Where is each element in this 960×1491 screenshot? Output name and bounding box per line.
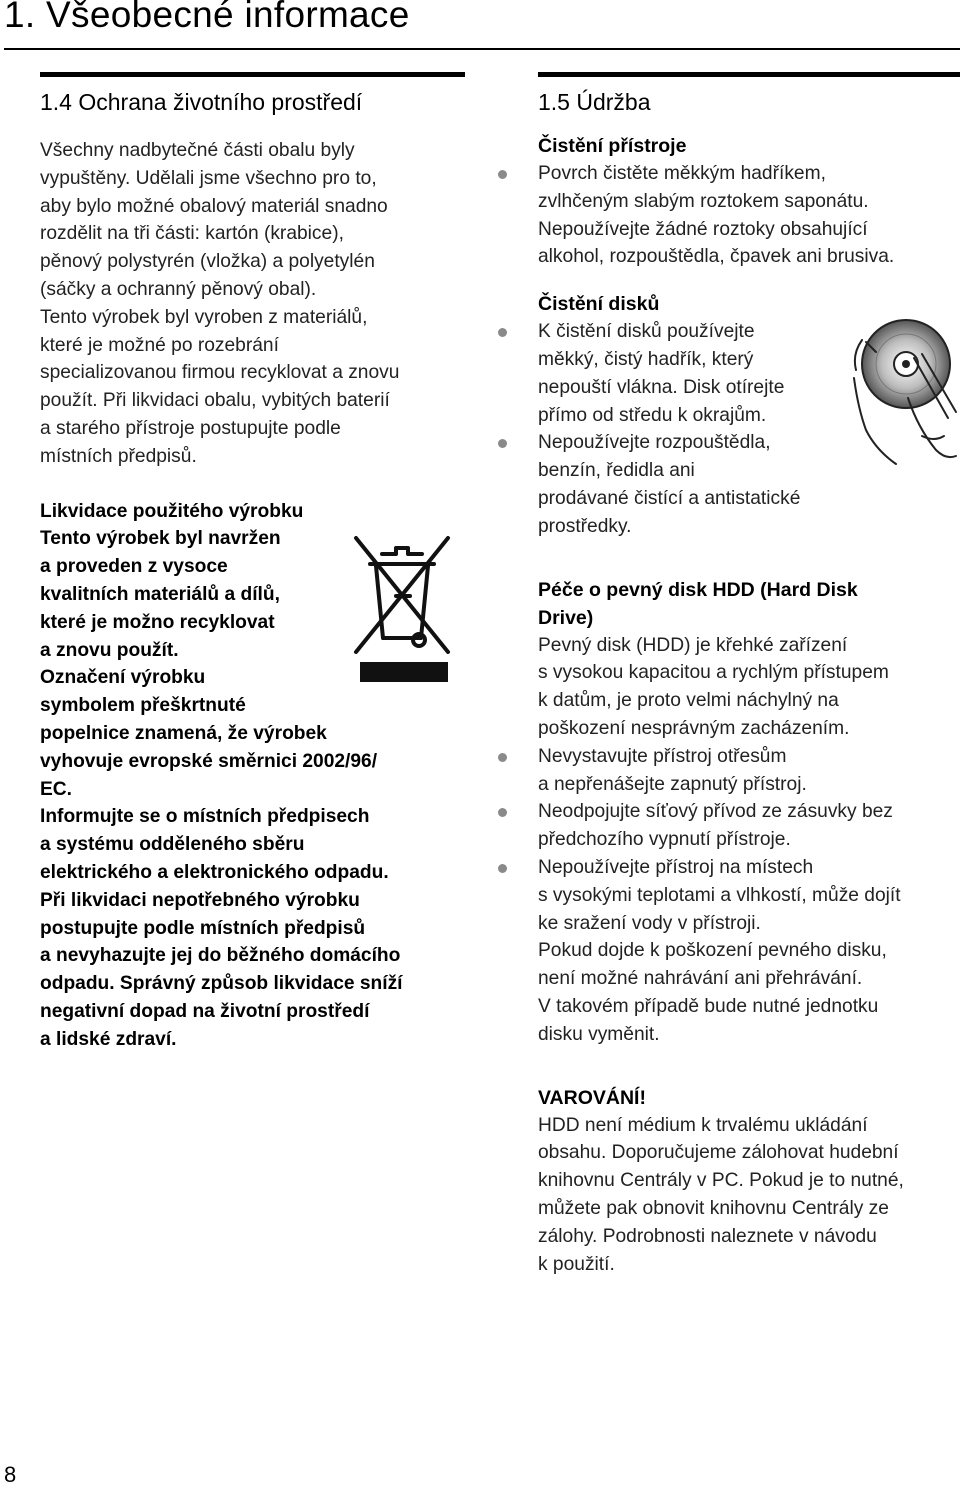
disc-cleaning-illustration [852, 318, 960, 468]
text-line: a lidské zdraví. [40, 1028, 177, 1050]
text-line: negativní dopad na životní prostředí [40, 1000, 370, 1022]
bullet-item [538, 743, 960, 799]
text-line: a systému odděleného sběru [40, 834, 305, 856]
text-line: s vysokou kapacitou a rychlým přístupem [538, 662, 889, 684]
hdd-intro [538, 632, 960, 743]
text-line: kvalitních materiálů a dílů, [40, 583, 280, 605]
text-line: Nepoužívejte rozpouštědla, [538, 432, 771, 454]
text-line: Pokud dojde k poškození pevného disku, [538, 940, 887, 962]
text-line: vypuštěny. Udělali jsme všechno pro to, [40, 167, 377, 189]
text-line: ke sražení vody v přístroji. [538, 912, 761, 934]
cleaning-device-heading: Čistění přístroje [538, 135, 687, 157]
disposal-paragraph [40, 498, 465, 1054]
text-line: odpadu. Správný způsob likvidace sníží [40, 973, 403, 995]
cleaning-discs-heading: Čistění disků [538, 293, 660, 316]
text-line: a proveden z vysoce [40, 556, 228, 578]
text-line: vyhovuje evropské směrnici 2002/96/ [40, 750, 378, 772]
text-line: symbolem přeškrtnuté [40, 695, 246, 717]
bullet-item [538, 854, 960, 1049]
section-rule [538, 72, 960, 77]
text-line: alkohol, rozpouštědla, čpavek ani brusiva. [538, 246, 895, 268]
disposal-heading: Likvidace použitého výrobku [40, 500, 304, 522]
text-line: Označení výrobku [40, 667, 206, 689]
text-line: postupujte podle místních předpisů [40, 917, 366, 939]
warning-heading: VAROVÁNÍ! [538, 1086, 646, 1109]
text-line: poškození nesprávným zacházením. [538, 717, 850, 739]
text-line: obsahu. Doporučujeme zálohovat hudební [538, 1142, 899, 1164]
text-line: aby bylo možné obalový materiál snadno [40, 195, 388, 217]
section-title-maintenance: 1.5 Údržba [538, 89, 651, 115]
text-line: EC. [40, 778, 72, 800]
text-line: zálohy. Podrobnosti naleznete v návodu [538, 1225, 877, 1247]
heading-line: Drive) [538, 606, 594, 629]
left-column [40, 72, 465, 1054]
text-line: předchozího vypnutí přístroje. [538, 829, 791, 851]
text-line: a nepřenášejte zapnutý přístroj. [538, 773, 807, 795]
text-line: Tento výrobek byl navržen [40, 528, 281, 550]
text-line: elektrického a elektronického odpadu. [40, 861, 389, 883]
text-line: prostředky. [538, 515, 632, 537]
text-line: k datům, je proto velmi náchylný na [538, 690, 839, 712]
text-line: rozdělit na tři části: kartón (krabice), [40, 223, 344, 245]
text-line: (sáčky a ochranný pěnový obal). [40, 278, 317, 300]
text-line: Při likvidaci nepotřebného výrobku [40, 889, 360, 911]
hdd-care-heading [538, 576, 960, 632]
text-line: s vysokými teplotami a vlhkostí, může dojít [538, 884, 901, 906]
text-line: Nepoužívejte přístroj na místech [538, 856, 814, 878]
text-line: místních předpisů. [40, 445, 197, 467]
text-line: které je možno recyklovat [40, 611, 275, 633]
text-line: k použití. [538, 1253, 615, 1275]
page-number: 8 [4, 1462, 17, 1487]
text-line: Pevný disk (HDD) je křehké zařízení [538, 634, 848, 656]
title-divider [4, 48, 960, 50]
text-line: V takovém případě bude nutné jednotku [538, 995, 879, 1017]
bullet-item [538, 798, 960, 854]
text-line: specializovanou firmou recyklovat a znovu [40, 362, 400, 384]
section-rule [40, 72, 465, 77]
text-line: můžete pak obnovit knihovnu Centrály ze [538, 1197, 889, 1219]
text-line: pěnový polystyrén (vložka) a polyetylén [40, 251, 375, 273]
environment-paragraph [40, 137, 465, 471]
text-line: Tento výrobek byl vyroben z materiálů, [40, 306, 368, 328]
text-line: popelnice znamená, že výrobek [40, 722, 327, 744]
text-line: Povrch čistěte měkkým hadříkem, [538, 163, 826, 184]
text-line: Všechny nadbytečné části obalu byly [40, 140, 355, 161]
text-line: použít. Při likvidaci obalu, vybitých baterií [40, 390, 390, 412]
warning-text [538, 1112, 960, 1279]
text-line: není možné nahrávání ani přehrávání. [538, 968, 863, 990]
text-line: a starého přístroje postupujte podle [40, 417, 341, 439]
text-line: Nepoužívejte žádné roztoky obsahující [538, 218, 868, 240]
heading-line: Péče o pevný disk HDD (Hard Disk [538, 578, 858, 601]
section-title-environment: 1.4 Ochrana životního prostředí [40, 89, 363, 115]
text-line: které je možné po rozebrání [40, 334, 279, 356]
cleaning-discs-block [538, 290, 960, 540]
page-title: 1. Všeobecné informace [4, 0, 410, 35]
text-line: a znovu použít. [40, 639, 179, 661]
text-line: přímo od středu k okrajům. [538, 404, 767, 426]
text-line: zvlhčeným slabým roztokem saponátu. [538, 190, 869, 212]
text-line: nepouští vlákna. Disk otírejte [538, 376, 785, 398]
text-line: disku vyměnit. [538, 1023, 660, 1045]
text-line: prodávané čistící a antistatické [538, 487, 801, 509]
right-column [538, 72, 960, 1278]
crossed-bin-icon [352, 536, 452, 682]
text-line: Neodpojujte síťový přívod ze zásuvky bez [538, 801, 893, 823]
text-line: měkký, čistý hadřík, který [538, 348, 754, 370]
bullet-item [538, 160, 960, 271]
text-line: Informujte se o místních předpisech [40, 806, 370, 828]
text-line: benzín, ředidla ani [538, 460, 695, 482]
text-line: a nevyhazujte jej do běžného domácího [40, 945, 401, 967]
text-line: Nevystavujte přístroj otřesům [538, 745, 787, 767]
text-line: HDD není médium k trvalému ukládání [538, 1114, 868, 1136]
text-line: knihovnu Centrály v PC. Pokud je to nutné, [538, 1170, 904, 1192]
text-line: K čistění disků používejte [538, 321, 755, 343]
